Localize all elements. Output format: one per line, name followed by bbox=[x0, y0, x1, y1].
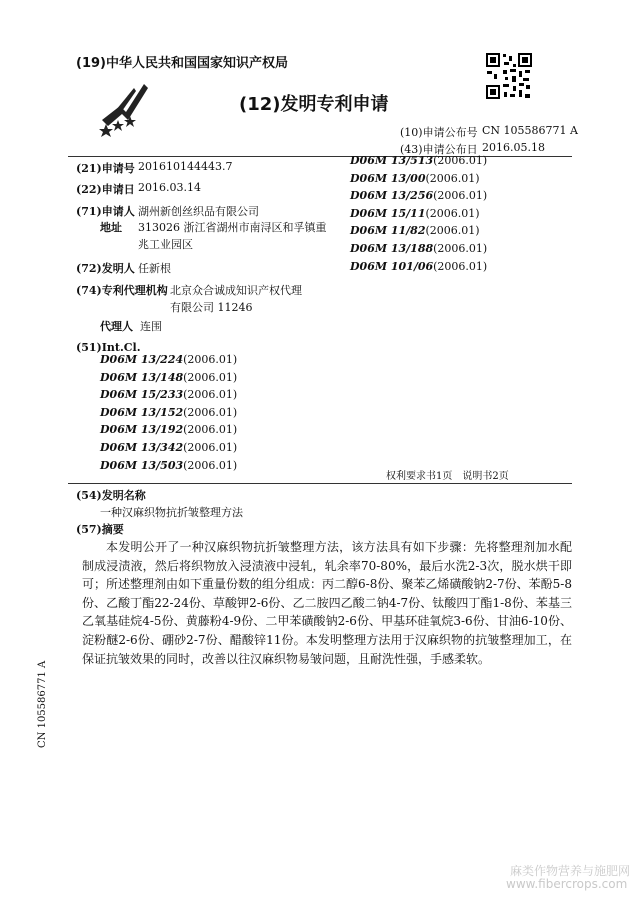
ipc-entry: D06M 13/192(2006.01) bbox=[100, 423, 238, 437]
filing-date: 2016.03.14 bbox=[138, 181, 201, 194]
ipc-entry: D06M 13/342(2006.01) bbox=[100, 440, 238, 454]
applicant-label: (71)申请人 bbox=[76, 205, 135, 218]
agent: 连围 bbox=[140, 320, 162, 333]
application-number-label: (21)申请号 bbox=[76, 162, 135, 175]
ipc-entry: D06M 13/256(2006.01) bbox=[350, 189, 488, 203]
watermark-url: www.fibercrops.com bbox=[506, 877, 628, 891]
publication-date-label: (43)申请公布日 bbox=[400, 143, 478, 156]
section-divider bbox=[68, 483, 572, 484]
abstract-text: 本发明公开了一种汉麻织物抗折皱整理方法，该方法具有如下步骤：先将整理剂加水配制成浸渍液，然后将织物放入浸渍液中浸轧，轧余率70-80%，最后水洗2-3次，脱水烘干即可；所述整理剂由如下重量份数的组分组成：丙二醇6-8份、聚苯乙烯磺酸钠2-7份、苯酚5-8份、乙酸丁酯22-24份、草酸钾2-6份、乙二胺四乙酸二钠4-7份、钛酸四丁酯1-8份、苯基三乙氧基硅烷4-5份、黄藤粉4-9份、二甲苯磺酸钠2-6份、甲基环硅氧烷3-6份、甘油6-10份、淀粉醚2-6份、硼砂2-7份、醋酸锌11份。本发明整理方法用于汉麻织物的抗皱整理加工，在保证抗皱效果的同时，改善以往汉麻织物易皱问题，且耐洗性强，手感柔软。 bbox=[82, 540, 572, 666]
publication-date: 2016.05.18 bbox=[482, 141, 545, 154]
invention-title: 一种汉麻织物抗折皱整理方法 bbox=[100, 506, 243, 519]
cnipa-logo bbox=[96, 80, 160, 138]
ipc-entry: D06M 13/00(2006.01) bbox=[350, 171, 480, 185]
int-cl-label: (51)Int.Cl. bbox=[76, 341, 141, 354]
agency-line-1: 北京众合诚成知识产权代理 bbox=[170, 284, 302, 297]
document-type: (12)发明专利申请 bbox=[239, 94, 389, 115]
ipc-entry: D06M 15/233(2006.01) bbox=[100, 388, 238, 402]
int-cl-list bbox=[100, 351, 237, 474]
inventor-label: (72)发明人 bbox=[76, 262, 135, 275]
header-divider bbox=[68, 156, 572, 157]
agency-line-2: 有限公司 11246 bbox=[170, 301, 253, 314]
filing-date-label: (22)申请日 bbox=[76, 183, 135, 196]
office-title: (19)中华人民共和国国家知识产权局 bbox=[76, 56, 288, 71]
ipc-entry: D06M 13/188(2006.01) bbox=[350, 241, 488, 255]
side-publication-number: CN 105586771 A bbox=[37, 660, 48, 748]
ipc-entry: D06M 15/11(2006.01) bbox=[350, 206, 480, 220]
application-number: 201610144443.7 bbox=[138, 160, 233, 173]
ipc-entry: D06M 101/06(2006.01) bbox=[350, 259, 488, 273]
invention-title-label: (54)发明名称 bbox=[76, 489, 146, 502]
address-line-1: 313026 浙江省湖州市南浔区和孚镇重 bbox=[138, 221, 327, 234]
address-label: 地址 bbox=[100, 221, 122, 234]
agent-label: 代理人 bbox=[100, 320, 133, 333]
abstract-label: (57)摘要 bbox=[76, 523, 124, 536]
publication-number-label: (10)申请公布号 bbox=[400, 126, 478, 139]
ipc-entry: D06M 13/224(2006.01) bbox=[100, 353, 238, 366]
ipc-entry: D06M 13/503(2006.01) bbox=[100, 458, 238, 472]
publication-number: CN 105586771 A bbox=[482, 124, 578, 137]
address-line-2: 兆工业园区 bbox=[138, 238, 193, 251]
ipc-entry: D06M 11/82(2006.01) bbox=[350, 224, 480, 238]
inventor: 任新根 bbox=[138, 262, 171, 275]
pages-note: 权利要求书1页 说明书2页 bbox=[386, 471, 509, 482]
right-ipc-list bbox=[350, 152, 487, 275]
qr-code bbox=[485, 52, 533, 100]
ipc-entry: D06M 13/513(2006.01) bbox=[350, 154, 488, 167]
agency-label: (74)专利代理机构 bbox=[76, 284, 168, 297]
applicant: 湖州新创丝织品有限公司 bbox=[138, 205, 259, 218]
ipc-entry: D06M 13/152(2006.01) bbox=[100, 405, 238, 419]
watermark-site-name: 麻类作物营养与施肥网 bbox=[510, 864, 631, 878]
ipc-entry: D06M 13/148(2006.01) bbox=[100, 370, 238, 384]
